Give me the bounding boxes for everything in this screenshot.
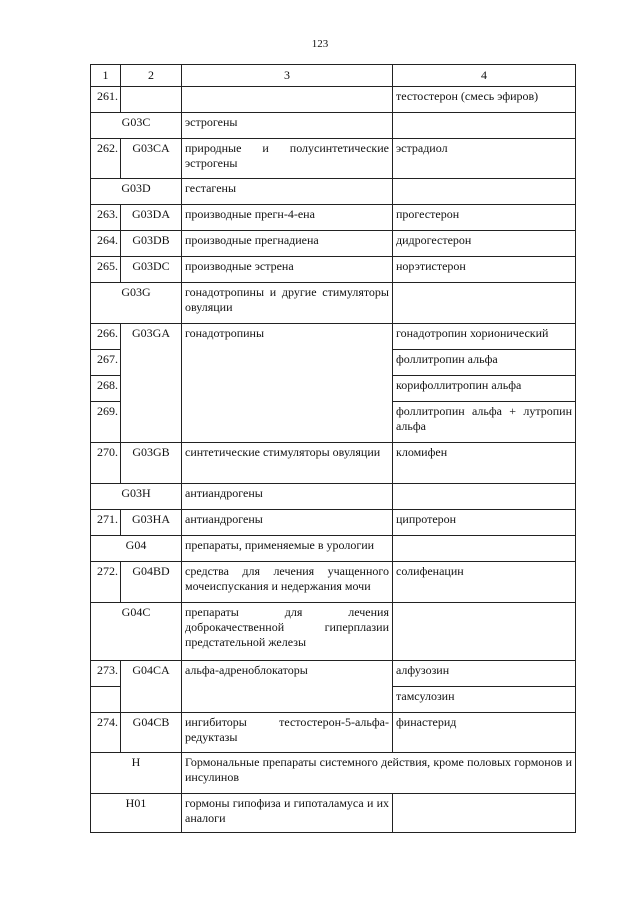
atc-code: G03DA	[121, 205, 182, 231]
row-number: 271.	[91, 510, 121, 536]
drug-name: кломифен	[393, 443, 576, 484]
table-row	[91, 510, 576, 536]
header-col-2: 2	[121, 65, 182, 87]
row-description: синтетические стимуляторы овуляции	[182, 443, 393, 484]
table-row	[91, 753, 576, 794]
group-code: G04	[91, 536, 182, 562]
header-row	[91, 65, 576, 87]
group-code: G03C	[91, 113, 182, 139]
row-description: производные эстрена	[182, 257, 393, 283]
row-description: производные прегн-4-ена	[182, 205, 393, 231]
drug-name: ципротерон	[393, 510, 576, 536]
table-row	[91, 179, 576, 205]
table-row	[91, 139, 576, 179]
drug-name	[393, 484, 576, 510]
table-row	[91, 443, 576, 484]
row-number: 265.	[91, 257, 121, 283]
atc-code: G04CA	[121, 661, 182, 713]
drug-name: фоллитропин альфа	[393, 350, 576, 376]
page-number: 123	[311, 38, 329, 50]
group-code: G03H	[91, 484, 182, 510]
atc-code: G04BD	[121, 562, 182, 603]
atc-code: G03GB	[121, 443, 182, 484]
row-number: 264.	[91, 231, 121, 257]
group-description: гестагены	[182, 179, 393, 205]
table-row	[91, 205, 576, 231]
atc-code: G03HA	[121, 510, 182, 536]
drug-name: тамсулозин	[393, 687, 576, 713]
group-description: Гормональные препараты системного действия, кроме половых гормонов и инсулинов	[182, 753, 576, 794]
table-row	[91, 713, 576, 753]
drug-name: фоллитропин альфа + лутропин альфа	[393, 402, 576, 443]
row-number: 267.	[91, 350, 121, 376]
group-code: H	[91, 753, 182, 794]
group-code: G03G	[91, 283, 182, 324]
row-number: 261.	[91, 87, 121, 113]
table-row	[91, 484, 576, 510]
drug-name	[393, 794, 576, 833]
table-row	[91, 562, 576, 603]
drug-name	[393, 113, 576, 139]
row-number: 262.	[91, 139, 121, 179]
drug-name: алфузозин	[393, 661, 576, 687]
row-number: 263.	[91, 205, 121, 231]
group-code: H01	[91, 794, 182, 833]
drug-name: финастерид	[393, 713, 576, 753]
drug-name: дидрогестерон	[393, 231, 576, 257]
drug-name: тестостерон (смесь эфиров)	[393, 87, 576, 113]
table-row	[91, 324, 576, 350]
row-description: природные и полусинтетические эстрогены	[182, 139, 393, 179]
row-number: 266.	[91, 324, 121, 350]
row-number	[91, 687, 121, 713]
row-description: антиандрогены	[182, 510, 393, 536]
row-description: гонадотропины	[182, 324, 393, 443]
drug-name	[393, 179, 576, 205]
table-row	[91, 113, 576, 139]
row-number: 274.	[91, 713, 121, 753]
group-description: препараты, применяемые в урологии	[182, 536, 393, 562]
group-description: препараты для лечения доброкачественной гиперплазии предстательной железы	[182, 603, 393, 661]
row-number: 268.	[91, 376, 121, 402]
table-row	[91, 283, 576, 324]
row-description: ингибиторы тестостерон-5-альфа-редуктазы	[182, 713, 393, 753]
group-code: G03D	[91, 179, 182, 205]
group-description: антиандрогены	[182, 484, 393, 510]
table-row	[91, 536, 576, 562]
table-row	[91, 661, 576, 687]
header-col-4: 4	[393, 65, 576, 87]
drug-name: эстрадиол	[393, 139, 576, 179]
row-number: 272.	[91, 562, 121, 603]
drug-name: корифоллитропин альфа	[393, 376, 576, 402]
header-col-1: 1	[91, 65, 121, 87]
row-number: 269.	[91, 402, 121, 443]
atc-code: G03DC	[121, 257, 182, 283]
atc-code: G03GA	[121, 324, 182, 443]
drug-name	[393, 603, 576, 661]
drug-classification-table	[90, 64, 576, 833]
table-row	[91, 794, 576, 833]
row-number: 270.	[91, 443, 121, 484]
drug-name: норэтистерон	[393, 257, 576, 283]
drug-name	[393, 536, 576, 562]
atc-code: G03CA	[121, 139, 182, 179]
drug-name	[393, 283, 576, 324]
drug-name: гонадотропин хорионический	[393, 324, 576, 350]
row-description: альфа-адреноблокаторы	[182, 661, 393, 713]
atc-code	[121, 87, 182, 113]
group-description: гормоны гипофиза и гипоталамуса и их аналоги	[182, 794, 393, 833]
header-col-3: 3	[182, 65, 393, 87]
atc-code: G03DB	[121, 231, 182, 257]
row-number: 273.	[91, 661, 121, 687]
table-row	[91, 257, 576, 283]
table-row	[91, 603, 576, 661]
table-row	[91, 87, 576, 113]
drug-name: солифенацин	[393, 562, 576, 603]
row-description: производные прегнадиена	[182, 231, 393, 257]
row-description	[182, 87, 393, 113]
group-description: гонадотропины и другие стимуляторы овуляции	[182, 283, 393, 324]
table-row	[91, 231, 576, 257]
group-description: эстрогены	[182, 113, 393, 139]
drug-name: прогестерон	[393, 205, 576, 231]
group-code: G04C	[91, 603, 182, 661]
atc-code: G04CB	[121, 713, 182, 753]
row-description: средства для лечения учащенного мочеиспускания и недержания мочи	[182, 562, 393, 603]
